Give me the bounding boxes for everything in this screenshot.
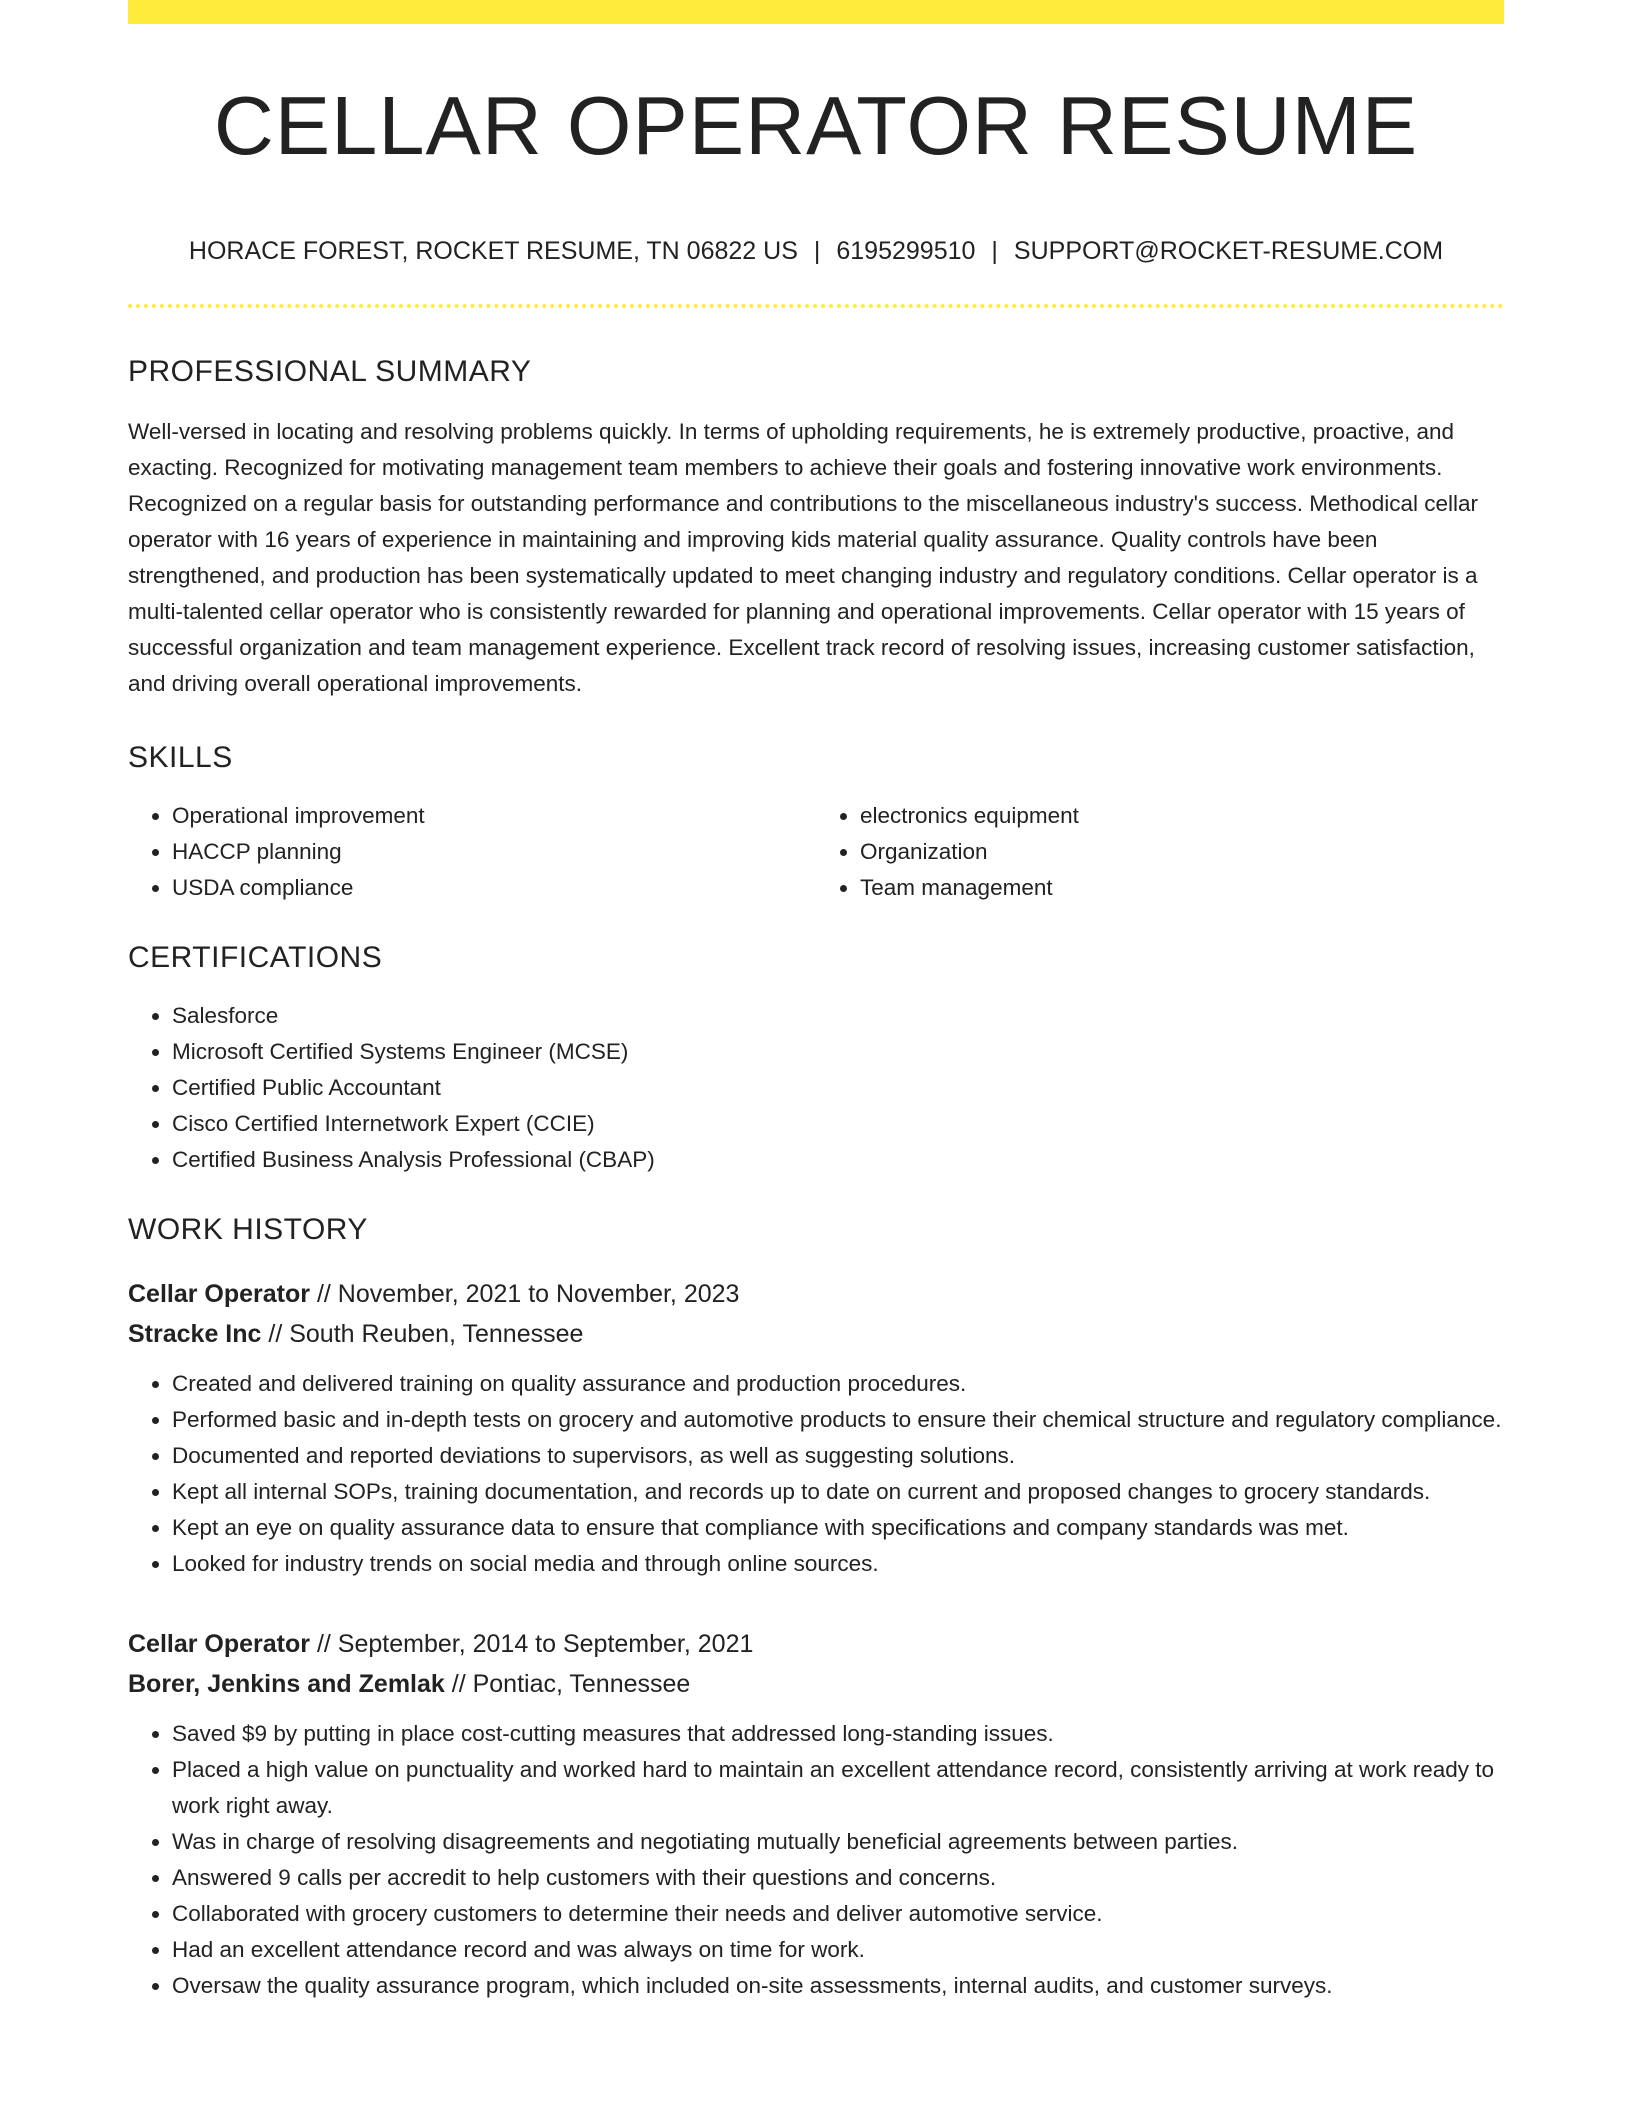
job-duty: • Placed a high value on punctuality and worked hard to maintain an excellent attendance record, consistently arriving at work ready to work right away.: [172, 1752, 1504, 1824]
job-location: // Pontiac, Tennessee: [444, 1669, 691, 1698]
job-duty: • Kept all internal SOPs, training documentation, and records up to date on current and proposed changes to grocery standards.: [172, 1474, 1504, 1510]
skills-column-right: [816, 798, 1504, 906]
job-company: Borer, Jenkins and Zemlak: [128, 1669, 445, 1698]
job-duty: • Documented and reported deviations to supervisors, as well as suggesting solutions.: [172, 1438, 1504, 1474]
job-duty: • Saved $9 by putting in place cost-cutting measures that addressed long-standing issues.: [172, 1716, 1504, 1752]
job-location: // South Reuben, Tennessee: [261, 1319, 584, 1348]
certification-item: • Salesforce: [172, 998, 1504, 1034]
contact-email: SUPPORT@ROCKET-RESUME.COM: [1013, 236, 1444, 265]
dotted-divider: [128, 304, 1504, 308]
certifications-heading: CERTIFICATIONS: [128, 940, 383, 974]
job-duty: • Performed basic and in-depth tests on grocery and automotive products to ensure their chemical structure and regulatory compliance.: [172, 1402, 1504, 1438]
job-dates: // November, 2021 to November, 2023: [310, 1279, 740, 1308]
certification-item: • Cisco Certified Internetwork Expert (CCIE): [172, 1106, 1504, 1142]
certification-item: • Microsoft Certified Systems Engineer (MCSE): [172, 1034, 1504, 1070]
job-dates: // September, 2014 to September, 2021: [310, 1629, 754, 1658]
skills-column-left: [128, 798, 816, 906]
skill-item: • Organization: [860, 834, 1504, 870]
job-duty: • Oversaw the quality assurance program, which included on-site assessments, internal audits, and customer surveys.: [172, 1968, 1504, 2004]
contact-separator: |: [991, 236, 998, 265]
job-duty: • Answered 9 calls per accredit to help customers with their questions and concerns.: [172, 1860, 1504, 1896]
job-title-line: [128, 1624, 1504, 1664]
job-duty: • Collaborated with grocery customers to determine their needs and deliver automotive service.: [172, 1896, 1504, 1932]
job-title: Cellar Operator: [128, 1279, 311, 1308]
skills-list-right: [816, 798, 1504, 906]
contact-line: [128, 236, 1504, 266]
job-duty: • Created and delivered training on quality assurance and production procedures.: [172, 1366, 1504, 1402]
skill-item: • Team management: [860, 870, 1504, 906]
page-title: CELLAR OPERATOR RESUME: [213, 79, 1419, 172]
skill-item: • Operational improvement: [172, 798, 816, 834]
job-duty: • Was in charge of resolving disagreements and negotiating mutually beneficial agreements between parties.: [172, 1824, 1504, 1860]
job-company-line: [128, 1314, 1504, 1354]
certification-item: • Certified Public Accountant: [172, 1070, 1504, 1106]
job-company: Stracke Inc: [128, 1319, 262, 1348]
job-entry: [128, 1624, 1504, 2004]
job-entry: [128, 1274, 1504, 1582]
contact-separator: |: [813, 236, 821, 265]
contact-address: HORACE FOREST, ROCKET RESUME, TN 06822 US: [188, 236, 798, 265]
job-duties-list: [128, 1716, 1504, 2004]
certification-item: • Certified Business Analysis Professional (CBAP): [172, 1142, 1504, 1178]
contact-phone: 6195299510: [836, 236, 976, 265]
skill-item: • USDA compliance: [172, 870, 816, 906]
summary-heading: PROFESSIONAL SUMMARY: [128, 354, 532, 388]
resume-page: [128, 0, 1504, 2004]
summary-paragraph: Well-versed in locating and resolving problems quickly. In terms of upholding requirements, he is extremely productive, proactive, and exacting. Recognized for motivating management team members to achieve their goals and fostering innovative work environments. Recognized on a regular basis for outstanding performance and contributions to the miscellaneous industry's success. Methodical cellar operator with 16 years of experience in maintaining and improving kids material quality assurance. Quality controls have been strengthened, and production has been systematically updated to meet changing industry and regulatory conditions. Cellar operator is a multi-talented cellar operator who is consistently rewarded for planning and operational improvements. Cellar operator with 15 years of successful organization and team management experience. Excellent track record of resolving issues, increasing customer satisfaction, and driving overall operational improvements.: [128, 418, 1479, 696]
job-title: Cellar Operator: [128, 1629, 311, 1658]
skills-list-left: [128, 798, 816, 906]
job-duties-list: [128, 1366, 1504, 1582]
skill-item: • HACCP planning: [172, 834, 816, 870]
job-duty: • Had an excellent attendance record and was always on time for work.: [172, 1932, 1504, 1968]
job-duty: • Kept an eye on quality assurance data to ensure that compliance with specifications and company standards was met.: [172, 1510, 1504, 1546]
work-history-heading: WORK HISTORY: [128, 1212, 368, 1246]
top-accent-bar: [128, 0, 1504, 24]
skills-heading: SKILLS: [128, 740, 233, 774]
job-duty: • Looked for industry trends on social media and through online sources.: [172, 1546, 1504, 1582]
job-company-line: [128, 1664, 1504, 1704]
skill-item: • electronics equipment: [860, 798, 1504, 834]
certifications-list: [128, 998, 1504, 1178]
job-title-line: [128, 1274, 1504, 1314]
skills-columns: [128, 798, 1504, 906]
